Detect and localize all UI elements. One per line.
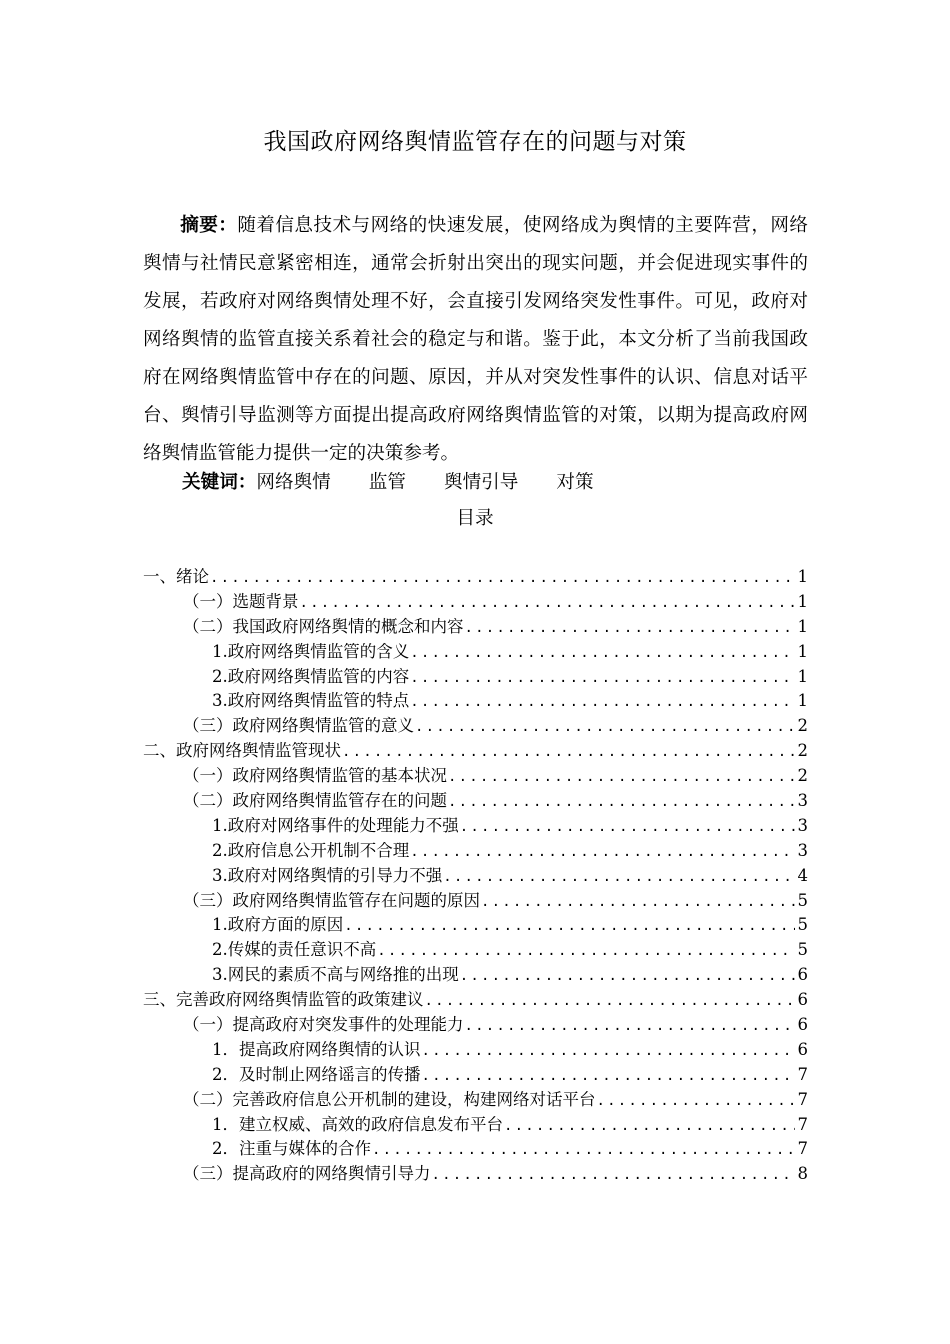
- toc-entry-title: 1.政府方面的原因: [212, 915, 344, 935]
- toc-page-number: 6: [797, 1039, 808, 1059]
- toc-page-number: 4: [797, 865, 808, 885]
- toc-entry[interactable]: [143, 1137, 808, 1162]
- keyword: 舆情引导: [443, 472, 519, 493]
- toc-page-number: 7: [797, 1064, 808, 1084]
- toc-entry[interactable]: [143, 1113, 808, 1138]
- toc-dot-leader: [342, 740, 795, 764]
- toc-entry[interactable]: [143, 1013, 808, 1038]
- toc-entry[interactable]: [143, 1088, 808, 1113]
- keyword: 网络舆情: [256, 472, 331, 493]
- toc-dot-leader: [465, 1014, 796, 1038]
- toc-page-number: 2: [797, 716, 808, 736]
- toc-entry[interactable]: [143, 789, 808, 814]
- toc-entry-title: （三）政府网络舆情监管的意义: [183, 716, 414, 736]
- toc-entry-title: 1．建立权威、高效的政府信息发布平台: [212, 1114, 503, 1134]
- toc-entry[interactable]: [143, 739, 808, 764]
- toc-page-number: 8: [797, 1164, 808, 1184]
- toc-entry-title: 3.网民的素质不高与网络推的出现: [212, 965, 459, 985]
- toc-page-number: 3: [797, 791, 808, 811]
- toc-entry-title: 2.传媒的责任意识不高: [212, 940, 377, 960]
- toc-entry-title: 一、绪论: [143, 567, 209, 586]
- toc-entry-title: 1.政府对网络事件的处理能力不强: [212, 815, 459, 835]
- toc-dot-leader: [410, 666, 795, 690]
- toc-dot-leader: [372, 1138, 795, 1162]
- toc-page-number: 1: [797, 641, 808, 661]
- toc-page-number: 7: [797, 1114, 808, 1134]
- toc-dot-leader: [210, 566, 795, 590]
- toc-dot-leader: [410, 840, 795, 864]
- toc-dot-leader: [448, 790, 795, 814]
- toc-dot-leader: [415, 715, 795, 739]
- toc-page-number: 1: [797, 666, 808, 686]
- toc-entry-title: 2．注重与媒体的合作: [212, 1139, 371, 1159]
- toc-dot-leader: [448, 765, 795, 789]
- toc-dot-leader: [460, 815, 795, 839]
- toc-entry-title: 2.政府信息公开机制不合理: [212, 840, 410, 860]
- toc-dot-leader: [443, 865, 795, 889]
- toc-dot-leader: [344, 914, 795, 938]
- abstract-paragraph: [143, 207, 808, 473]
- toc-entry[interactable]: [143, 963, 808, 988]
- toc-entry-title: 3.政府网络舆情监管的特点: [212, 691, 410, 711]
- toc-entry[interactable]: [143, 714, 808, 739]
- table-of-contents: [143, 565, 808, 1187]
- toc-entry-title: （一）选题背景: [183, 591, 299, 611]
- toc-entry[interactable]: [143, 864, 808, 889]
- toc-page-number: 7: [797, 1089, 808, 1109]
- toc-entry[interactable]: [143, 839, 808, 864]
- document-title: 我国政府网络舆情监管存在的问题与对策: [263, 129, 687, 155]
- toc-dot-leader: [597, 1089, 796, 1113]
- toc-page-number: 5: [797, 890, 808, 910]
- toc-dot-leader: [410, 690, 795, 714]
- toc-entry-title: （二）政府网络舆情监管存在的问题: [183, 791, 447, 811]
- toc-entry[interactable]: [143, 640, 808, 665]
- toc-entry[interactable]: [143, 938, 808, 963]
- toc-page-number: 2: [797, 766, 808, 786]
- toc-page-number: 1: [797, 591, 808, 611]
- toc-entry[interactable]: [143, 590, 808, 615]
- toc-page-number: 6: [797, 965, 808, 985]
- toc-dot-leader: [460, 964, 795, 988]
- toc-entry[interactable]: [143, 615, 808, 640]
- toc-page-number: 5: [797, 915, 808, 935]
- toc-heading: 目录: [456, 508, 494, 529]
- keywords-label: 关键词：: [182, 472, 257, 493]
- abstract-text: 随着信息技术与网络的快速发展，使网络成为舆情的主要阵营，网络舆情与社情民意紧密相连，通常会折射出突出的现实问题，并会促进现实事件的发展，若政府对网络舆情处理不好，会直接引发网络突发性事件。可见，政府对网络舆情的监管直接关系着社会的稳定与和谐。鉴于此，本文分析了当前我国政府在网络舆情监管中存在的问题、原因，并从对突发性事件的认识、信息对话平台、舆情引导监测等方面提出提高政府网络舆情监管的对策，以期为提高政府网络舆情监管能力提供一定的决策参考。: [143, 215, 808, 464]
- toc-page-number: 6: [797, 990, 808, 1010]
- toc-entry[interactable]: [143, 1063, 808, 1088]
- toc-dot-leader: [481, 890, 795, 914]
- toc-entry[interactable]: [143, 988, 808, 1013]
- toc-entry-title: （三）政府网络舆情监管存在问题的原因: [183, 890, 480, 910]
- toc-entry[interactable]: [143, 689, 808, 714]
- toc-dot-leader: [422, 1064, 796, 1088]
- toc-entry-title: 1．提高政府网络舆情的认识: [212, 1039, 421, 1059]
- toc-page-number: 1: [797, 567, 808, 586]
- toc-entry-title: 二、政府网络舆情监管现状: [143, 741, 341, 761]
- toc-entry-title: （一）政府网络舆情监管的基本状况: [183, 766, 447, 786]
- keyword: 监管: [368, 472, 406, 493]
- toc-dot-leader: [504, 1114, 795, 1138]
- toc-page-number: 7: [797, 1139, 808, 1159]
- toc-page-number: 5: [797, 940, 808, 960]
- toc-dot-leader: [377, 939, 795, 963]
- toc-page-number: 2: [797, 741, 808, 761]
- toc-page-number: 1: [797, 616, 808, 636]
- toc-dot-leader: [422, 1039, 796, 1063]
- toc-page-number: 1: [797, 691, 808, 711]
- toc-entry[interactable]: [143, 565, 808, 590]
- toc-entry-title: 1.政府网络舆情监管的含义: [212, 641, 410, 661]
- toc-entry-title: 3.政府对网络舆情的引导力不强: [212, 865, 443, 885]
- abstract-label: 摘要：: [180, 215, 238, 236]
- toc-page-number: 3: [797, 815, 808, 835]
- toc-entry[interactable]: [143, 814, 808, 839]
- toc-entry[interactable]: [143, 1038, 808, 1063]
- toc-entry-title: 2.政府网络舆情监管的内容: [212, 666, 410, 686]
- toc-dot-leader: [300, 591, 796, 615]
- keyword: 对策: [556, 472, 594, 493]
- toc-dot-leader: [425, 989, 796, 1013]
- toc-entry-title: （二）完善政府信息公开机制的建设，构建网络对话平台: [183, 1089, 596, 1109]
- toc-entry-title: （三）提高政府的网络舆情引导力: [183, 1164, 431, 1184]
- toc-entry[interactable]: [143, 665, 808, 690]
- toc-dot-leader: [432, 1163, 796, 1187]
- toc-page-number: 6: [797, 1015, 808, 1035]
- toc-dot-leader: [465, 616, 796, 640]
- toc-entry-title: 三、完善政府网络舆情监管的政策建议: [143, 990, 424, 1010]
- toc-entry-title: 2．及时制止网络谣言的传播: [212, 1064, 421, 1084]
- toc-entry[interactable]: [143, 913, 808, 938]
- toc-entry-title: （一）提高政府对突发事件的处理能力: [183, 1015, 464, 1035]
- toc-entry[interactable]: [143, 764, 808, 789]
- toc-entry-title: （二）我国政府网络舆情的概念和内容: [183, 616, 464, 636]
- toc-dot-leader: [410, 641, 795, 665]
- keywords-line: [182, 467, 632, 499]
- toc-page-number: 3: [797, 840, 808, 860]
- toc-entry[interactable]: [143, 889, 808, 914]
- toc-entry[interactable]: [143, 1162, 808, 1187]
